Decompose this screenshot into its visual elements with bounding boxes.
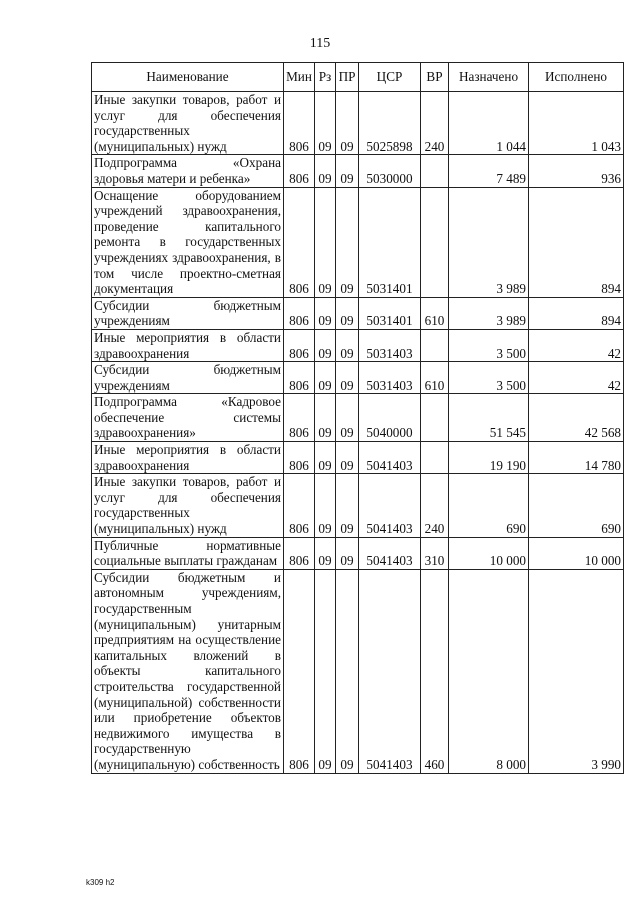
- row-csr: 5031401: [359, 297, 421, 329]
- row-name: Иные мероприятия в области здравоохранения: [92, 442, 284, 474]
- row-pr: 09: [336, 394, 359, 442]
- row-rz: 09: [315, 155, 336, 187]
- row-min: 806: [284, 442, 315, 474]
- row-executed: 14 780: [529, 442, 624, 474]
- table-row: [92, 394, 624, 442]
- row-pr: 09: [336, 187, 359, 297]
- row-min: 806: [284, 92, 315, 155]
- row-pr: 09: [336, 474, 359, 537]
- row-pr: 09: [336, 92, 359, 155]
- row-executed: 894: [529, 297, 624, 329]
- row-rz: 09: [315, 362, 336, 394]
- row-assigned: 7 489: [449, 155, 529, 187]
- header-executed: Исполнено: [529, 63, 624, 92]
- row-vr: [421, 187, 449, 297]
- header-rz: Рз: [315, 63, 336, 92]
- row-assigned: 3 500: [449, 362, 529, 394]
- row-executed: 3 990: [529, 569, 624, 773]
- row-name: Субсидии бюджетным учреждениям: [92, 297, 284, 329]
- row-vr: [421, 329, 449, 361]
- row-csr: 5040000: [359, 394, 421, 442]
- row-assigned: 1 044: [449, 92, 529, 155]
- table-row: [92, 329, 624, 361]
- table-row: [92, 297, 624, 329]
- row-csr: 5025898: [359, 92, 421, 155]
- row-csr: 5031403: [359, 329, 421, 361]
- row-rz: 09: [315, 329, 336, 361]
- row-csr: 5031401: [359, 187, 421, 297]
- row-csr: 5041403: [359, 474, 421, 537]
- row-executed: 42 568: [529, 394, 624, 442]
- row-pr: 09: [336, 329, 359, 361]
- row-name: Субсидии бюджетным и автономным учреждениям, государственным (муниципальным) унитарным предприятиям на осуществление капитальных вложений в объекты капитального строительства государственной (муниципальной) собственности или приобретение объектов недвижимого имущества в государственную (муниципальную) собственность: [92, 569, 284, 773]
- table-row: [92, 442, 624, 474]
- row-assigned: 3 500: [449, 329, 529, 361]
- row-pr: 09: [336, 569, 359, 773]
- row-name: Подпрограмма «Охрана здоровья матери и ребенка»: [92, 155, 284, 187]
- table-row: [92, 362, 624, 394]
- row-name: Подпрограмма «Кадровое обеспечение системы здравоохранения»: [92, 394, 284, 442]
- row-rz: 09: [315, 474, 336, 537]
- row-rz: 09: [315, 92, 336, 155]
- row-rz: 09: [315, 442, 336, 474]
- header-name: Наименование: [92, 63, 284, 92]
- row-rz: 09: [315, 187, 336, 297]
- page-number: 115: [309, 36, 331, 51]
- header-assigned: Назначено: [449, 63, 529, 92]
- row-csr: 5031403: [359, 362, 421, 394]
- row-name: Оснащение оборудованием учреждений здравоохранения, проведение капитального ремонта в государственных учреждениях здравоохранения, в том числе проектно-сметная документация: [92, 187, 284, 297]
- table-row: [92, 569, 624, 773]
- row-executed: 10 000: [529, 537, 624, 569]
- header-pr: ПР: [336, 63, 359, 92]
- row-vr: 310: [421, 537, 449, 569]
- row-rz: 09: [315, 297, 336, 329]
- row-executed: 936: [529, 155, 624, 187]
- row-min: 806: [284, 187, 315, 297]
- budget-table: [91, 62, 624, 774]
- row-min: 806: [284, 569, 315, 773]
- header-min: Мин: [284, 63, 315, 92]
- row-executed: 42: [529, 362, 624, 394]
- row-min: 806: [284, 155, 315, 187]
- row-rz: 09: [315, 537, 336, 569]
- table-row: [92, 187, 624, 297]
- row-assigned: 3 989: [449, 297, 529, 329]
- row-vr: [421, 394, 449, 442]
- row-name: Иные мероприятия в области здравоохранения: [92, 329, 284, 361]
- row-assigned: 19 190: [449, 442, 529, 474]
- row-name: Публичные нормативные социальные выплаты гражданам: [92, 537, 284, 569]
- row-pr: 09: [336, 362, 359, 394]
- row-vr: 240: [421, 92, 449, 155]
- row-pr: 09: [336, 155, 359, 187]
- row-executed: 690: [529, 474, 624, 537]
- row-pr: 09: [336, 442, 359, 474]
- row-vr: 610: [421, 362, 449, 394]
- row-min: 806: [284, 362, 315, 394]
- row-min: 806: [284, 537, 315, 569]
- row-executed: 42: [529, 329, 624, 361]
- row-assigned: 3 989: [449, 187, 529, 297]
- row-csr: 5041403: [359, 537, 421, 569]
- row-vr: 610: [421, 297, 449, 329]
- row-csr: 5041403: [359, 569, 421, 773]
- row-vr: 460: [421, 569, 449, 773]
- header-row: [92, 63, 624, 92]
- row-vr: 240: [421, 474, 449, 537]
- row-executed: 1 043: [529, 92, 624, 155]
- table-row: [92, 155, 624, 187]
- row-min: 806: [284, 394, 315, 442]
- footer-code: k309 h2: [86, 878, 115, 887]
- row-executed: 894: [529, 187, 624, 297]
- row-assigned: 690: [449, 474, 529, 537]
- table-row: [92, 92, 624, 155]
- row-min: 806: [284, 474, 315, 537]
- row-name: Иные закупки товаров, работ и услуг для обеспечения государственных (муниципальных) нужд: [92, 474, 284, 537]
- row-assigned: 10 000: [449, 537, 529, 569]
- row-vr: [421, 442, 449, 474]
- row-assigned: 51 545: [449, 394, 529, 442]
- row-csr: 5041403: [359, 442, 421, 474]
- row-pr: 09: [336, 537, 359, 569]
- row-name: Субсидии бюджетным учреждениям: [92, 362, 284, 394]
- header-csr: ЦСР: [359, 63, 421, 92]
- table-row: [92, 474, 624, 537]
- row-vr: [421, 155, 449, 187]
- row-rz: 09: [315, 569, 336, 773]
- row-csr: 5030000: [359, 155, 421, 187]
- table-row: [92, 537, 624, 569]
- row-pr: 09: [336, 297, 359, 329]
- row-rz: 09: [315, 394, 336, 442]
- row-assigned: 8 000: [449, 569, 529, 773]
- header-vr: ВР: [421, 63, 449, 92]
- row-name: Иные закупки товаров, работ и услуг для обеспечения государственных (муниципальных) нужд: [92, 92, 284, 155]
- row-min: 806: [284, 297, 315, 329]
- row-min: 806: [284, 329, 315, 361]
